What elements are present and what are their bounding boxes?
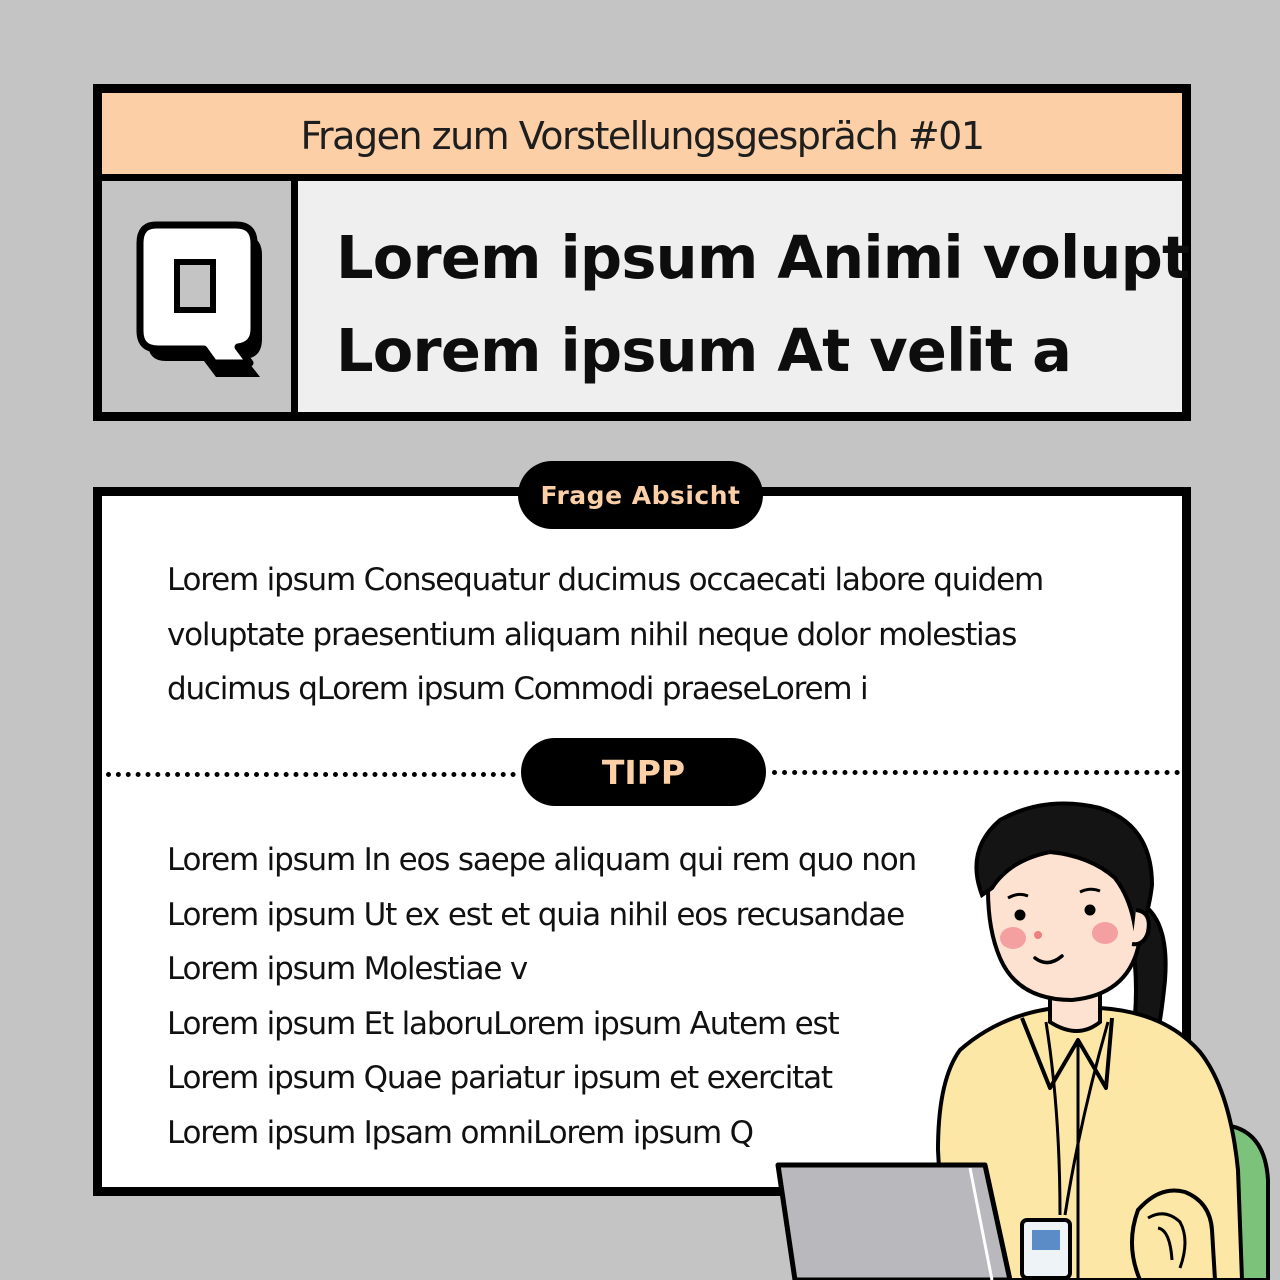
question-line-2: Lorem ipsum At velit a xyxy=(336,316,1072,385)
intent-text xyxy=(167,553,1043,717)
q-letter-icon xyxy=(136,221,266,381)
series-title: Fragen zum Vorstellungsgespräch #01 xyxy=(300,113,984,158)
question-line-1: Lorem ipsum Animi volupt xyxy=(336,223,1190,292)
question-area xyxy=(298,181,1190,412)
tip-line: Lorem ipsum Quae pariatur ipsum et exercitat xyxy=(167,1060,832,1096)
series-banner xyxy=(102,93,1182,181)
divider-dotted-left xyxy=(106,772,516,777)
tip-line: Lorem ipsum Ut ex est et quia nihil eos recusandae xyxy=(167,896,904,933)
intent-line: ducimus qLorem ipsum Commodi praeseLorem i xyxy=(167,671,868,707)
question-header-card xyxy=(93,84,1191,421)
intent-label-pill: Frage Absicht xyxy=(518,461,763,529)
tip-line: Lorem ipsum Ipsam omniLorem ipsum Q xyxy=(167,1114,753,1151)
intent-line: voluptate praesentium aliquam nihil neque dolor molestias xyxy=(167,616,1017,653)
divider-dotted-right xyxy=(772,770,1180,775)
woman-at-laptop-illustration xyxy=(760,790,1280,1280)
tip-line: Lorem ipsum Molestiae v xyxy=(167,951,528,987)
tip-line: Lorem ipsum Et laboruLorem ipsum Autem est xyxy=(167,1005,839,1042)
tips-label-pill: TIPP xyxy=(521,738,766,806)
q-badge-cell xyxy=(102,181,298,412)
tip-line: Lorem ipsum In eos saepe aliquam qui rem quo non xyxy=(167,842,916,878)
intent-line: Lorem ipsum Consequatur ducimus occaecati labore quidem xyxy=(167,562,1043,598)
